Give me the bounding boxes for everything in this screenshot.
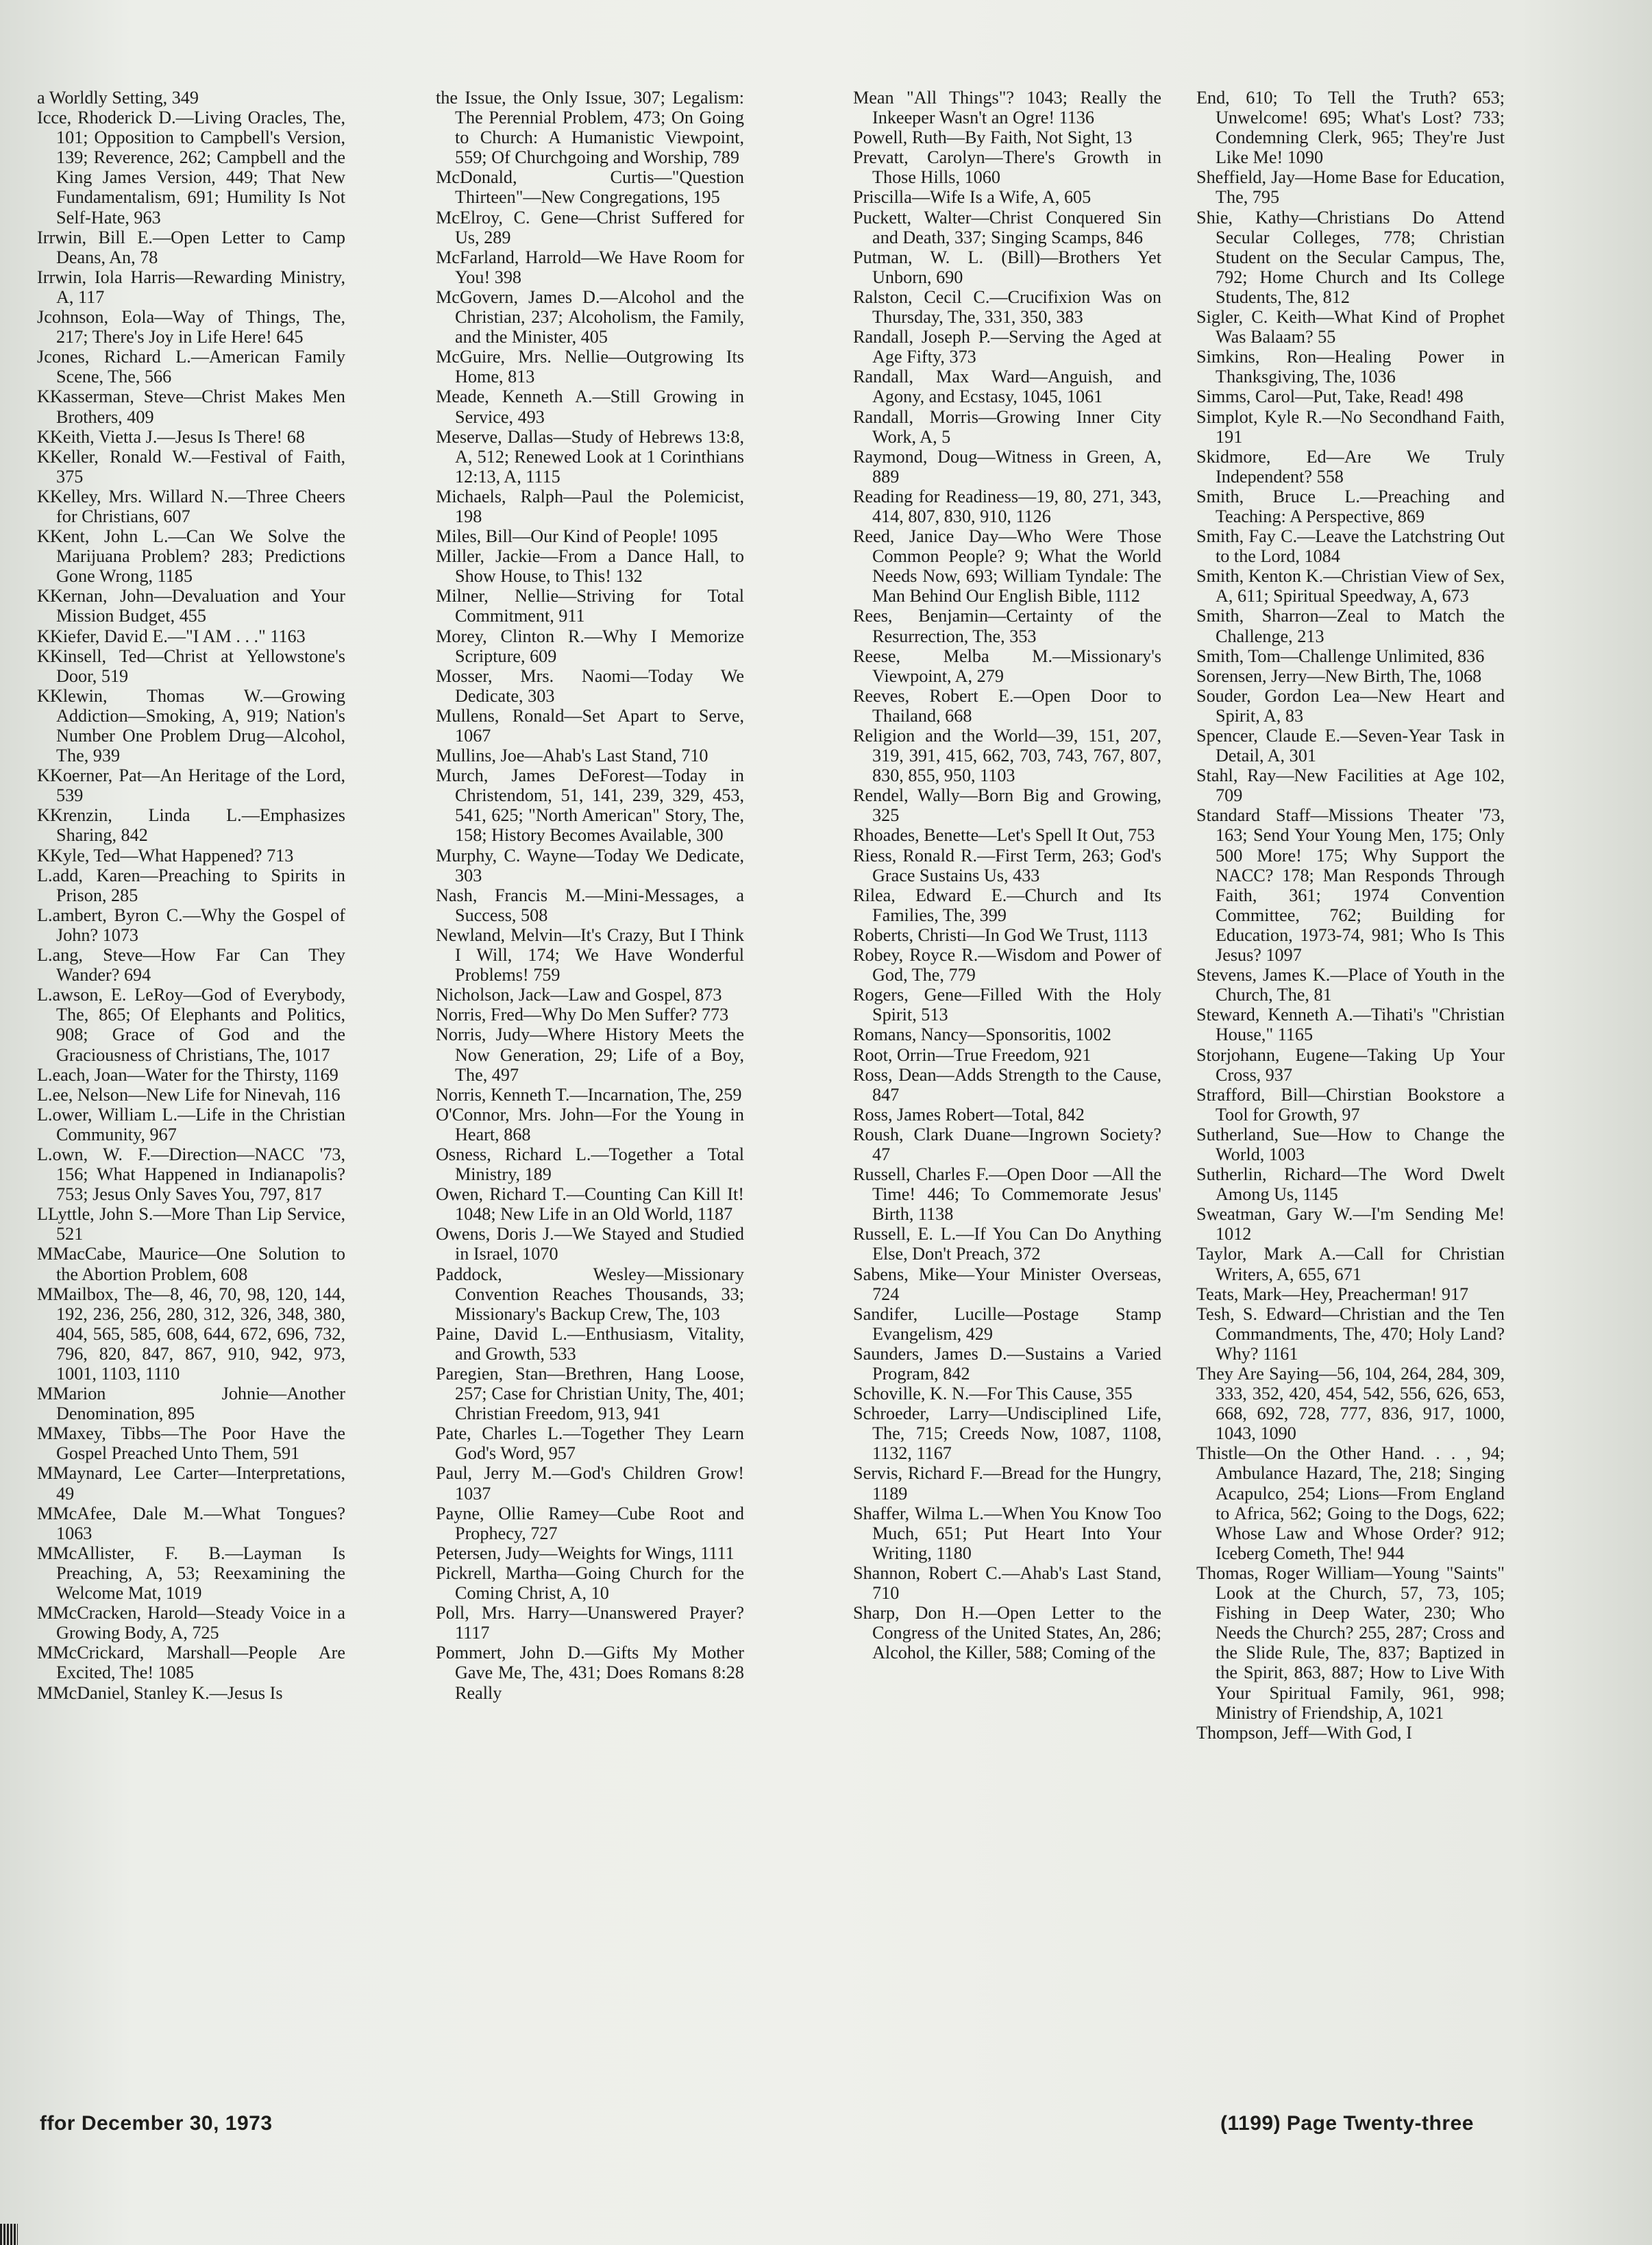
index-entry: Thomas, Roger William—Young "Saints" Look at the Church, 57, 73, 105; Fishing in Deep Water, 230; Who Needs the Church? 255, 287; Cross and the Slide Rule, The, 837; Baptized in the Spirit, 863, 887; How to Live With Your Spiritual Family, 961, 998; Ministry of Friendship, A, 1021 [1196, 1562, 1505, 1723]
index-entry: MMcAllister, F. B.—Layman Is Preaching, A, 53; Reexamining the Welcome Mat, 1019 [37, 1543, 345, 1604]
index-column-2 [436, 88, 744, 1703]
index-entry: KKinsell, Ted—Christ at Yellowstone's Door, 519 [37, 646, 345, 686]
index-entry: Reeves, Robert E.—Open Door to Thailand, 668 [853, 685, 1161, 726]
index-entry: McElroy, C. Gene—Christ Suffered for Us, 289 [436, 207, 744, 247]
index-entry: Petersen, Judy—Weights for Wings, 1111 [436, 1543, 735, 1563]
index-entry: Simkins, Ron—Healing Power in Thanksgiving, The, 1036 [1196, 347, 1505, 387]
index-entry: Shaffer, Wilma L.—When You Know Too Much, 651; Put Heart Into Your Writing, 1180 [853, 1503, 1161, 1563]
index-entry: Rilea, Edward E.—Church and Its Families, The, 399 [853, 885, 1161, 925]
index-entry: Steward, Kenneth A.—Tihati's "Christian House," 1165 [1196, 1005, 1505, 1045]
index-entry: Sigler, C. Keith—What Kind of Prophet Was Balaam? 55 [1196, 307, 1505, 347]
index-entry: Thompson, Jeff—With God, I [1196, 1722, 1412, 1743]
index-entry: Saunders, James D.—Sustains a Varied Program, 842 [853, 1343, 1161, 1384]
index-entry: Owen, Richard T.—Counting Can Kill It! 1048; New Life in an Old World, 1187 [436, 1184, 744, 1225]
index-entry: Schroeder, Larry—Undisciplined Life, The, 715; Creeds Now, 1087, 1108, 1132, 1167 [853, 1403, 1161, 1464]
index-entry: KKeller, Ronald W.—Festival of Faith, 375 [37, 446, 345, 487]
index-entry: Poll, Mrs. Harry—Unanswered Prayer? 1117 [436, 1603, 744, 1643]
index-entry: Mullens, Ronald—Set Apart to Serve, 1067 [436, 705, 744, 746]
index-entry: Rhoades, Benette—Let's Spell It Out, 753 [853, 825, 1155, 846]
index-entry: Sutherlin, Richard—The Word Dwelt Among Us, 1145 [1196, 1164, 1505, 1205]
index-entry: MMcCrickard, Marshall—People Are Excited, The! 1085 [37, 1643, 345, 1683]
scan-edge-mark [0, 2224, 18, 2245]
index-entry: KKrenzin, Linda L.—Emphasizes Sharing, 842 [37, 805, 345, 846]
index-entry: Romans, Nancy—Sponsoritis, 1002 [853, 1025, 1111, 1045]
index-entry: MMailbox, The—8, 46, 70, 98, 120, 144, 192, 236, 256, 280, 312, 326, 348, 380, 404, 565, 585, 608, 644, 672, 696, 732, 796, 820, 847, 867, 910, 942, 973, 1001, 1103, 1110 [37, 1284, 345, 1384]
index-entry: Murphy, C. Wayne—Today We Dedicate, 303 [436, 845, 744, 885]
index-entry: L.add, Karen—Preaching to Spirits in Prison, 285 [37, 865, 345, 905]
index-entry: MMcDaniel, Stanley K.—Jesus Is [37, 1682, 283, 1703]
index-entry: Newland, Melvin—It's Crazy, But I Think I Will, 174; We Have Wonderful Problems! 759 [436, 924, 744, 985]
index-entry: Miles, Bill—Our Kind of People! 1095 [436, 526, 718, 547]
index-entry: KKasserman, Steve—Christ Makes Men Brothers, 409 [37, 387, 345, 427]
index-entry: Irrwin, Iola Harris—Rewarding Ministry, A, 117 [37, 267, 345, 307]
index-entry: Standard Staff—Missions Theater '73, 163; Send Your Young Men, 175; Only 500 More! 175; Why Support the NACC? 178; Man Responds Through Faith, 361; 1974 Convention Committee, 762; Building for Education, 1973-74, 981; Who Is This Jesus? 1097 [1196, 805, 1505, 966]
index-entry: Teats, Mark—Hey, Preacherman! 917 [1196, 1284, 1469, 1304]
index-entry: Randall, Morris—Growing Inner City Work, A, 5 [853, 406, 1161, 447]
index-entry: Sutherland, Sue—How to Change the World, 1003 [1196, 1124, 1505, 1164]
index-entry: Nash, Francis M.—Mini-Messages, a Success, 508 [436, 885, 744, 925]
index-entry: MMaynard, Lee Carter—Interpretations, 49 [37, 1463, 345, 1504]
index-entry: McGovern, James D.—Alcohol and the Christian, 237; Alcoholism, the Family, and the Minister, 405 [436, 286, 744, 347]
index-entry: Powell, Ruth—By Faith, Not Sight, 13 [853, 127, 1133, 148]
index-entry: Norris, Kenneth T.—Incarnation, The, 259 [436, 1084, 742, 1105]
index-entry: Taylor, Mark A.—Call for Christian Writers, A, 655, 671 [1196, 1244, 1505, 1284]
index-entry: Randall, Max Ward—Anguish, and Agony, and Ecstasy, 1045, 1061 [853, 367, 1161, 407]
index-entry: Miller, Jackie—From a Dance Hall, to Show House, to This! 132 [436, 546, 744, 587]
index-entry: Ross, James Robert—Total, 842 [853, 1104, 1085, 1125]
index-entry: Root, Orrin—True Freedom, 921 [853, 1044, 1092, 1065]
index-entry: Icce, Rhoderick D.—Living Oracles, The, 101; Opposition to Campbell's Version, 139; Reverence, 262; Campbell and the King James Version, 449; That New Fundamentalism, 691; Humility Is Not Self-Hate, 963 [37, 108, 345, 228]
index-entry: L.awson, E. LeRoy—God of Everybody, The, 865; Of Elephants and Politics, 908; Grace of God and the Graciousness of Christians, The, 1017 [37, 985, 345, 1065]
index-entry: Religion and the World—39, 151, 207, 319, 391, 415, 662, 703, 743, 767, 807, 830, 855, 950, 1103 [853, 726, 1161, 786]
index-entry: KKeith, Vietta J.—Jesus Is There! 68 [37, 426, 305, 447]
index-entry: KKlewin, Thomas W.—Growing Addiction—Smoking, A, 919; Nation's Number One Problem Drug—Alcohol, The, 939 [37, 685, 345, 766]
index-entry: Meade, Kenneth A.—Still Growing in Service, 493 [436, 387, 744, 427]
index-entry: Roush, Clark Duane—Ingrown Society? 47 [853, 1124, 1161, 1164]
index-entry: MMarion Johnie—Another Denomination, 895 [37, 1384, 345, 1424]
index-entry: O'Connor, Mrs. John—For the Young in Heart, 868 [436, 1104, 744, 1144]
index-entry: Simms, Carol—Put, Take, Read! 498 [1196, 387, 1464, 407]
index-entry: MMaxey, Tibbs—The Poor Have the Gospel Preached Unto Them, 591 [37, 1423, 345, 1464]
index-entry: Sorensen, Jerry—New Birth, The, 1068 [1196, 665, 1482, 686]
index-entry: Randall, Joseph P.—Serving the Aged at Age Fifty, 373 [853, 327, 1161, 367]
index-entry: Sabens, Mike—Your Minister Overseas, 724 [853, 1264, 1161, 1304]
index-entry: L.own, W. F.—Direction—NACC '73, 156; What Happened in Indianapolis? 753; Jesus Only Saves You, 797, 817 [37, 1144, 345, 1205]
index-entry: Osness, Richard L.—Together a Total Ministry, 189 [436, 1144, 744, 1185]
index-entry: Pate, Charles L.—Together They Learn God's Word, 957 [436, 1423, 744, 1464]
index-entry: KKiefer, David E.—"I AM . . ." 1163 [37, 626, 306, 646]
index-entry: Sandifer, Lucille—Postage Stamp Evangelism, 429 [853, 1303, 1161, 1344]
index-entry: Putman, W. L. (Bill)—Brothers Yet Unborn, 690 [853, 247, 1161, 287]
index-entry: End, 610; To Tell the Truth? 653; Unwelcome! 695; What's Lost? 733; Condemning Clerk, 965; They're Just Like Me! 1090 [1196, 88, 1505, 168]
index-entry: a Worldly Setting, 349 [37, 88, 199, 108]
index-entry: Shie, Kathy—Christians Do Attend Secular Colleges, 778; Christian Student on the Secular Campus, The, 792; Home Church and Its College Students, The, 812 [1196, 207, 1505, 307]
index-entry: MMcAfee, Dale M.—What Tongues? 1063 [37, 1503, 345, 1543]
index-entry: Jcohnson, Eola—Way of Things, The, 217; There's Joy in Life Here! 645 [37, 307, 345, 347]
index-entry: the Issue, the Only Issue, 307; Legalism: The Perennial Problem, 473; On Going to Church: A Humanistic Viewpoint, 559; Of Churchgoing and Worship, 789 [436, 88, 744, 168]
index-entry: Simplot, Kyle R.—No Secondhand Faith, 191 [1196, 406, 1505, 447]
index-entry: Roberts, Christi—In God We Trust, 1113 [853, 924, 1148, 945]
index-entry: L.ee, Nelson—New Life for Ninevah, 116 [37, 1084, 341, 1105]
index-entry: Stahl, Ray—New Facilities at Age 102, 709 [1196, 765, 1505, 806]
index-entry: Spencer, Claude E.—Seven-Year Task in Detail, A, 301 [1196, 726, 1505, 766]
index-entry: L.ang, Steve—How Far Can They Wander? 694 [37, 945, 345, 985]
footer-date: ffor December 30, 1973 [40, 2112, 273, 2135]
index-entry: Strafford, Bill—Chirstian Bookstore a Tool for Growth, 97 [1196, 1084, 1505, 1125]
index-entry: McFarland, Harrold—We Have Room for You! 398 [436, 247, 744, 287]
index-entry: Smith, Fay C.—Leave the Latchstring Out to the Lord, 1084 [1196, 526, 1505, 567]
index-entry: Russell, Charles F.—Open Door —All the Time! 446; To Commemorate Jesus' Birth, 1138 [853, 1164, 1161, 1225]
index-entry: KKyle, Ted—What Happened? 713 [37, 845, 294, 866]
index-entry: Storjohann, Eugene—Taking Up Your Cross, 937 [1196, 1044, 1505, 1085]
index-entry: Schoville, K. N.—For This Cause, 355 [853, 1384, 1133, 1404]
index-entry: Priscilla—Wife Is a Wife, A, 605 [853, 187, 1092, 208]
index-entry: Stevens, James K.—Place of Youth in the Church, The, 81 [1196, 965, 1505, 1005]
index-column-3 [853, 88, 1161, 1663]
index-entry: Ross, Dean—Adds Strength to the Cause, 847 [853, 1064, 1161, 1105]
index-entry: Rendel, Wally—Born Big and Growing, 325 [853, 785, 1161, 826]
index-entry: Ralston, Cecil C.—Crucifixion Was on Thursday, The, 331, 350, 383 [853, 286, 1161, 328]
index-entry: Sweatman, Gary W.—I'm Sending Me! 1012 [1196, 1204, 1505, 1244]
index-entry: MMcCracken, Harold—Steady Voice in a Growing Body, A, 725 [37, 1603, 345, 1643]
index-entry: Smith, Bruce L.—Preaching and Teaching: A Perspective, 869 [1196, 486, 1505, 526]
index-entry: Nicholson, Jack—Law and Gospel, 873 [436, 985, 722, 1005]
index-entry: Servis, Richard F.—Bread for the Hungry, 1189 [853, 1463, 1161, 1504]
index-entry: Payne, Ollie Ramey—Cube Root and Prophecy, 727 [436, 1503, 744, 1543]
index-entry: McDonald, Curtis—"Question Thirteen"—New Congregations, 195 [436, 167, 744, 208]
index-entry: Smith, Kenton K.—Christian View of Sex, A, 611; Spiritual Speedway, A, 673 [1196, 566, 1505, 606]
index-entry: KKoerner, Pat—An Heritage of the Lord, 539 [37, 765, 345, 806]
index-entry: Smith, Sharron—Zeal to Match the Challenge, 213 [1196, 606, 1505, 646]
index-entry: Paul, Jerry M.—God's Children Grow! 1037 [436, 1463, 744, 1504]
index-entry: MMacCabe, Maurice—One Solution to the Abortion Problem, 608 [37, 1244, 345, 1284]
index-entry: Mean "All Things"? 1043; Really the Inkeeper Wasn't an Ogre! 1136 [853, 88, 1161, 128]
index-entry: Paregien, Stan—Brethren, Hang Loose, 257; Case for Christian Unity, The, 401; Christian Freedom, 913, 941 [436, 1364, 744, 1424]
index-entry: Shannon, Robert C.—Ahab's Last Stand, 710 [853, 1562, 1161, 1604]
index-entry: Skidmore, Ed—Are We Truly Independent? 558 [1196, 446, 1505, 487]
index-entry: Souder, Gordon Lea—New Heart and Spirit, A, 83 [1196, 685, 1505, 726]
index-entry: They Are Saying—56, 104, 264, 284, 309, 333, 352, 420, 454, 542, 556, 626, 653, 668, 692, 728, 777, 836, 917, 1000, 1043, 1090 [1196, 1364, 1505, 1444]
index-entry: Meserve, Dallas—Study of Hebrews 13:8, A, 512; Renewed Look at 1 Corinthians 12:13, A, 1115 [436, 426, 744, 487]
index-entry: Prevatt, Carolyn—There's Growth in Those Hills, 1060 [853, 147, 1161, 188]
index-entry: Pommert, John D.—Gifts My Mother Gave Me, The, 431; Does Romans 8:28 Really [436, 1643, 744, 1703]
index-entry: Tesh, S. Edward—Christian and the Ten Commandments, The, 470; Holy Land? Why? 1161 [1196, 1303, 1505, 1364]
index-entry: Paine, David L.—Enthusiasm, Vitality, and Growth, 533 [436, 1323, 744, 1364]
index-entry: KKelley, Mrs. Willard N.—Three Cheers for Christians, 607 [37, 486, 345, 526]
index-entry: Mullins, Joe—Ahab's Last Stand, 710 [436, 746, 708, 766]
footer-page-number: (1199) Page Twenty-three [1220, 2112, 1474, 2135]
index-entry: L.ambert, Byron C.—Why the Gospel of John? 1073 [37, 905, 345, 945]
index-entry: Thistle—On the Other Hand. . . , 94; Ambulance Hazard, The, 218; Singing Acapulco, 254; Lions—From England to Africa, 562; Going to the Dogs, 622; Whose Law and Whose Order? 912; Iceberg Cometh, The! 944 [1196, 1443, 1505, 1563]
index-entry: Mosser, Mrs. Naomi—Today We Dedicate, 303 [436, 665, 744, 706]
index-entry: Reading for Readiness—19, 80, 271, 343, 414, 807, 830, 910, 1126 [853, 486, 1161, 526]
index-column-1 [37, 88, 345, 1703]
index-entry: Smith, Tom—Challenge Unlimited, 836 [1196, 646, 1485, 666]
index-entry: Murch, James DeForest—Today in Christendom, 51, 141, 239, 329, 453, 541, 625; "North American" Story, The, 158; History Becomes Available, 300 [436, 765, 744, 846]
index-entry: LLyttle, John S.—More Than Lip Service, 521 [37, 1204, 345, 1244]
index-entry: Rees, Benjamin—Certainty of the Resurrection, The, 353 [853, 606, 1161, 646]
index-entry: Milner, Nellie—Striving for Total Commitment, 911 [436, 586, 744, 626]
index-entry: Norris, Fred—Why Do Men Suffer? 773 [436, 1005, 729, 1025]
index-entry: Robey, Royce R.—Wisdom and Power of God, The, 779 [853, 945, 1161, 985]
index-entry: Pickrell, Martha—Going Church for the Coming Christ, A, 10 [436, 1562, 744, 1604]
index-entry: Paddock, Wesley—Missionary Convention Reaches Thousands, 33; Missionary's Backup Crew, The, 103 [436, 1264, 744, 1324]
index-entry: Reese, Melba M.—Missionary's Viewpoint, A, 279 [853, 646, 1161, 686]
index-entry: Jcones, Richard L.—American Family Scene, The, 566 [37, 347, 345, 387]
index-entry: Sheffield, Jay—Home Base for Education, The, 795 [1196, 167, 1505, 208]
index-entry: McGuire, Mrs. Nellie—Outgrowing Its Home, 813 [436, 347, 744, 387]
index-entry: Morey, Clinton R.—Why I Memorize Scripture, 609 [436, 626, 744, 666]
index-entry: Michaels, Ralph—Paul the Polemicist, 198 [436, 486, 744, 526]
index-entry: Sharp, Don H.—Open Letter to the Congress of the United States, An, 286; Alcohol, the Killer, 588; Coming of the [853, 1603, 1161, 1663]
index-column-4 [1196, 88, 1505, 1743]
index-entry: Irrwin, Bill E.—Open Letter to Camp Deans, An, 78 [37, 227, 345, 267]
index-entry: KKernan, John—Devaluation and Your Mission Budget, 455 [37, 586, 345, 626]
index-entry: Rogers, Gene—Filled With the Holy Spirit, 513 [853, 985, 1161, 1025]
index-entry: KKent, John L.—Can We Solve the Marijuana Problem? 283; Predictions Gone Wrong, 1185 [37, 526, 345, 587]
index-entry: Norris, Judy—Where History Meets the Now Generation, 29; Life of a Boy, The, 497 [436, 1025, 744, 1085]
index-entry: Riess, Ronald R.—First Term, 263; God's Grace Sustains Us, 433 [853, 845, 1161, 885]
index-entry: Puckett, Walter—Christ Conquered Sin and Death, 337; Singing Scamps, 846 [853, 207, 1161, 247]
index-entry: L.ower, William L.—Life in the Christian Community, 967 [37, 1104, 345, 1144]
index-entry: Raymond, Doug—Witness in Green, A, 889 [853, 446, 1161, 487]
index-entry: Owens, Doris J.—We Stayed and Studied in Israel, 1070 [436, 1224, 744, 1264]
index-entry: L.each, Joan—Water for the Thirsty, 1169 [37, 1064, 338, 1085]
index-entry: Russell, E. L.—If You Can Do Anything Else, Don't Preach, 372 [853, 1224, 1161, 1264]
index-entry: Reed, Janice Day—Who Were Those Common People? 9; What the World Needs Now, 693; William Tyndale: The Man Behind Our English Bible, 1112 [853, 526, 1161, 606]
